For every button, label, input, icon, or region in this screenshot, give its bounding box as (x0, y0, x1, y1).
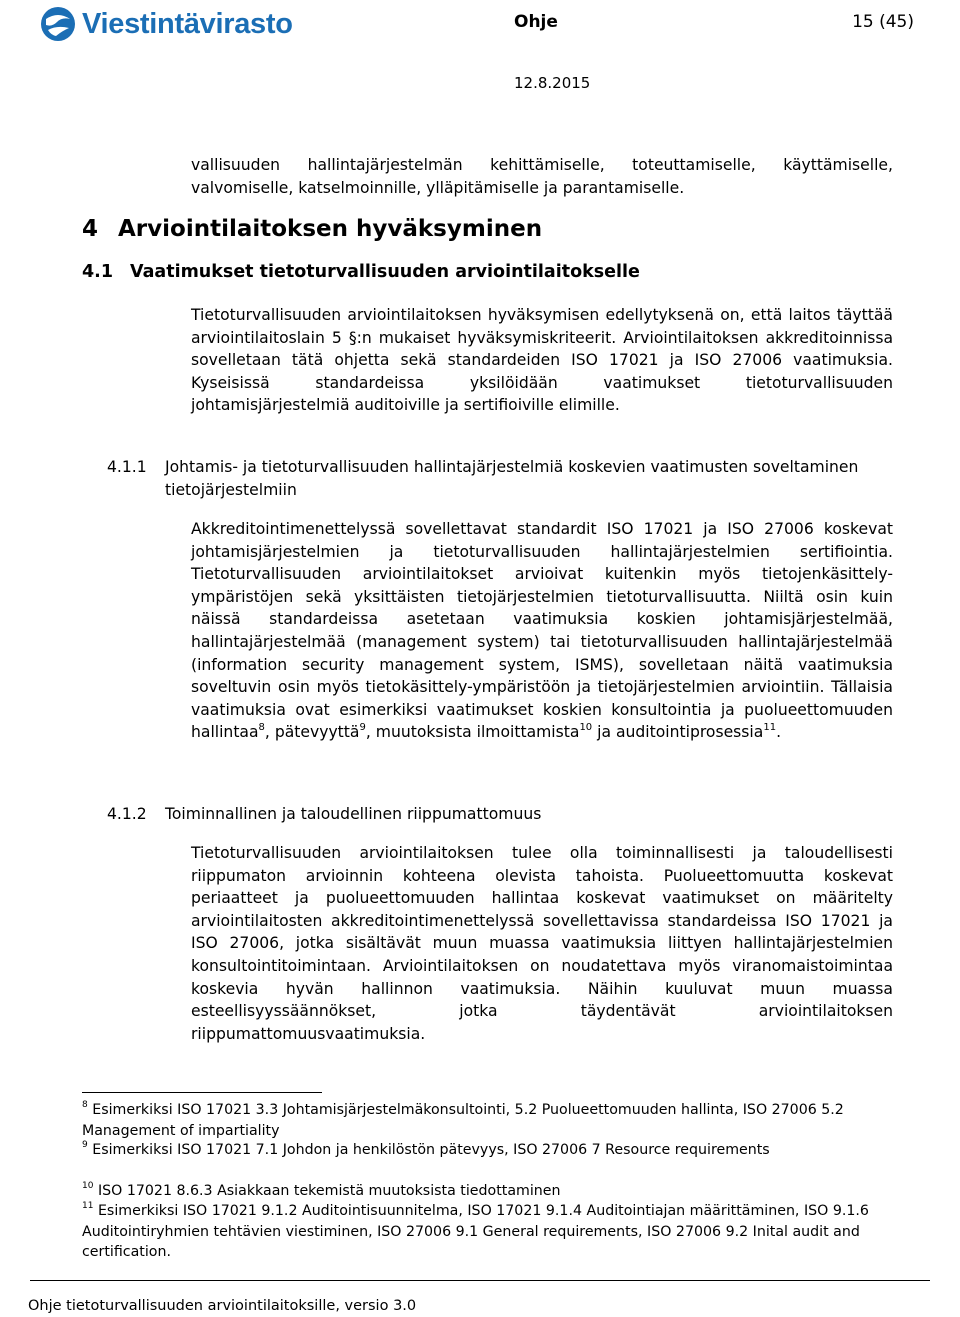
section-4-1-paragraph: Tietoturvallisuuden arviointilaitoksen hyväksymisen edellytyksenä on, että laitos täyttää arviointilaitoslain 5 §:n mukaiset hyväksymiskriteerit. Arviointilaitoksen akkreditoinnissa sovelletaan tätä ohjetta sekä standardeiden ISO 17021 ja ISO 27006 vaatimuksia. Kyseisissä standardeissa yksilöidään vaatimukset tietoturvallisuuden johtamisjärjestelmiä auditoiville ja sertifioiville elimille. (191, 306, 893, 415)
paragraph-text: . (776, 723, 782, 742)
logo-text: Viestintävirasto (82, 7, 293, 40)
footnote-text: Esimerkiksi ISO 17021 3.3 Johtamisjärjestelmäkonsultointi, 5.2 Puolueettomuuden hallinta, ISO 27006 5.2 Management of impartiality (82, 1102, 844, 1139)
section-4-1-heading (82, 262, 640, 282)
document-date: 12.8.2015 (514, 74, 591, 92)
paragraph-text: , pätevyyttä (264, 723, 360, 742)
footnote-number: 10 (82, 1181, 94, 1192)
section-4-1-2-heading (107, 803, 897, 826)
footnote-number: 8 (82, 1100, 88, 1111)
paragraph-text: ja auditointiprosessia (592, 723, 764, 742)
page-number: 15 (45) (852, 12, 914, 32)
section-number: 4.1 (82, 262, 114, 282)
footnote-number: 9 (82, 1140, 88, 1151)
footnote-ref-9[interactable]: 9 (359, 722, 366, 734)
footnote-ref-10[interactable]: 10 (579, 722, 593, 734)
section-number: 4 (82, 216, 99, 242)
footer-separator (30, 1280, 930, 1281)
section-title: Vaatimukset tietoturvallisuuden arviointilaitokselle (130, 262, 640, 282)
section-title: Johtamis- ja tietoturvallisuuden hallintajärjestelmiä koskevien vaatimusten soveltaminen tietojärjestelmiin (165, 458, 859, 499)
section-4-1-1-paragraph (191, 518, 893, 744)
footnote-11 (82, 1201, 872, 1263)
footnote-9 (82, 1140, 872, 1161)
logo-emblem-icon (40, 6, 76, 42)
footnote-ref-11[interactable]: 11 (763, 722, 777, 734)
paragraph-text: Akkreditointimenettelyssä sovellettavat standardit ISO 17021 ja ISO 27006 koskevat johtamisjärjestelmien ja tietoturvallisuuden hallintajärjestelmien sertifiointia. Tietoturvallisuuden arviointilaitokset arvioivat kuitenkin myös tietojenkäsittely-ympäristöjen sekä yksittäisten tietojärjestelmien tietoturvallisuutta. Niiltä osin kuin näissä standardeissa asetetaan vaatimuksia koskien johtamisjärjestelmää, hallintajärjestelmää (management system) tai tietoturvallisuuden hallintajärjestelmää (information security management system, ISMS), sovelletaan näitä vaatimuksia soveltuvin osin myös tietokäsittely-ympäristöön ja tietojärjestelmien arviointiin. Tällaisia vaatimuksia ovat esimerkiksi vaatimukset koskien konsultointia ja puolueettomuuden hallintaa (191, 520, 893, 742)
footer-text: Ohje tietoturvallisuuden arviointilaitoksille, versio 3.0 (28, 1298, 417, 1314)
footnote-10 (82, 1181, 872, 1202)
footnote-text: Esimerkiksi ISO 17021 9.1.2 Auditointisuunnitelma, ISO 17021 9.1.4 Auditointiajan määrittäminen, ISO 9.1.6 Auditointiryhmien tehtävien viestiminen, ISO 27006 9.1 General requirements, ISO 27006 9.2 Inital audit and certification. (82, 1203, 869, 1260)
section-4-heading (82, 216, 542, 242)
section-4-1-2-paragraph: Tietoturvallisuuden arviointilaitoksen tulee olla toiminnallisesti ja taloudellisesti riippumaton arvioinnin kohteena olevista tahoista. Puolueettomuutta koskevat periaatteet ja puolueettomuuden hallintaa koskevat vaatimukset on määritelty arviointilaitosten akkreditointimenettelyssä sovellettavissa standardeissa ISO 17021 ja ISO 27006, jotka sisältävät muun muassa vaatimuksia liittyen hallintajärjestelmien konsultointitoimintaan. Arviointilaitoksen on noudatettava myös viranomaistoimintaa koskevia hyvän hallinnon vaatimuksia. Näihin kuuluvat muun muassa esteellisyyssäännökset, jotka täydentävät arviointilaitoksen riippumattomuusvaatimuksia. (191, 844, 893, 1043)
paragraph-text: , muutoksista ilmoittamista (365, 723, 580, 742)
footnote-separator (82, 1092, 322, 1093)
footnote-text: Esimerkiksi ISO 17021 7.1 Johdon ja henkilöstön pätevyys, ISO 27006 7 Resource requirements (92, 1142, 770, 1158)
section-4-1-1-heading (107, 456, 897, 501)
intro-paragraph: vallisuuden hallintajärjestelmän kehittämiselle, toteuttamiselle, käyttämiselle, valvomiselle, katselmoinnille, ylläpitämiselle ja parantamiselle. (191, 156, 893, 197)
footnote-text: ISO 17021 8.6.3 Asiakkaan tekemistä muutoksista tiedottaminen (97, 1183, 561, 1199)
footnote-8 (82, 1100, 872, 1141)
section-title: Arviointilaitoksen hyväksyminen (118, 216, 543, 242)
section-number: 4.1.2 (107, 805, 147, 823)
agency-logo (40, 4, 293, 44)
section-number: 4.1.1 (107, 458, 147, 476)
section-title: Toiminnallinen ja taloudellinen riippumattomuus (165, 805, 542, 823)
footnote-number: 11 (82, 1201, 94, 1212)
footnote-ref-8[interactable]: 8 (258, 722, 265, 734)
document-type: Ohje (514, 12, 558, 32)
